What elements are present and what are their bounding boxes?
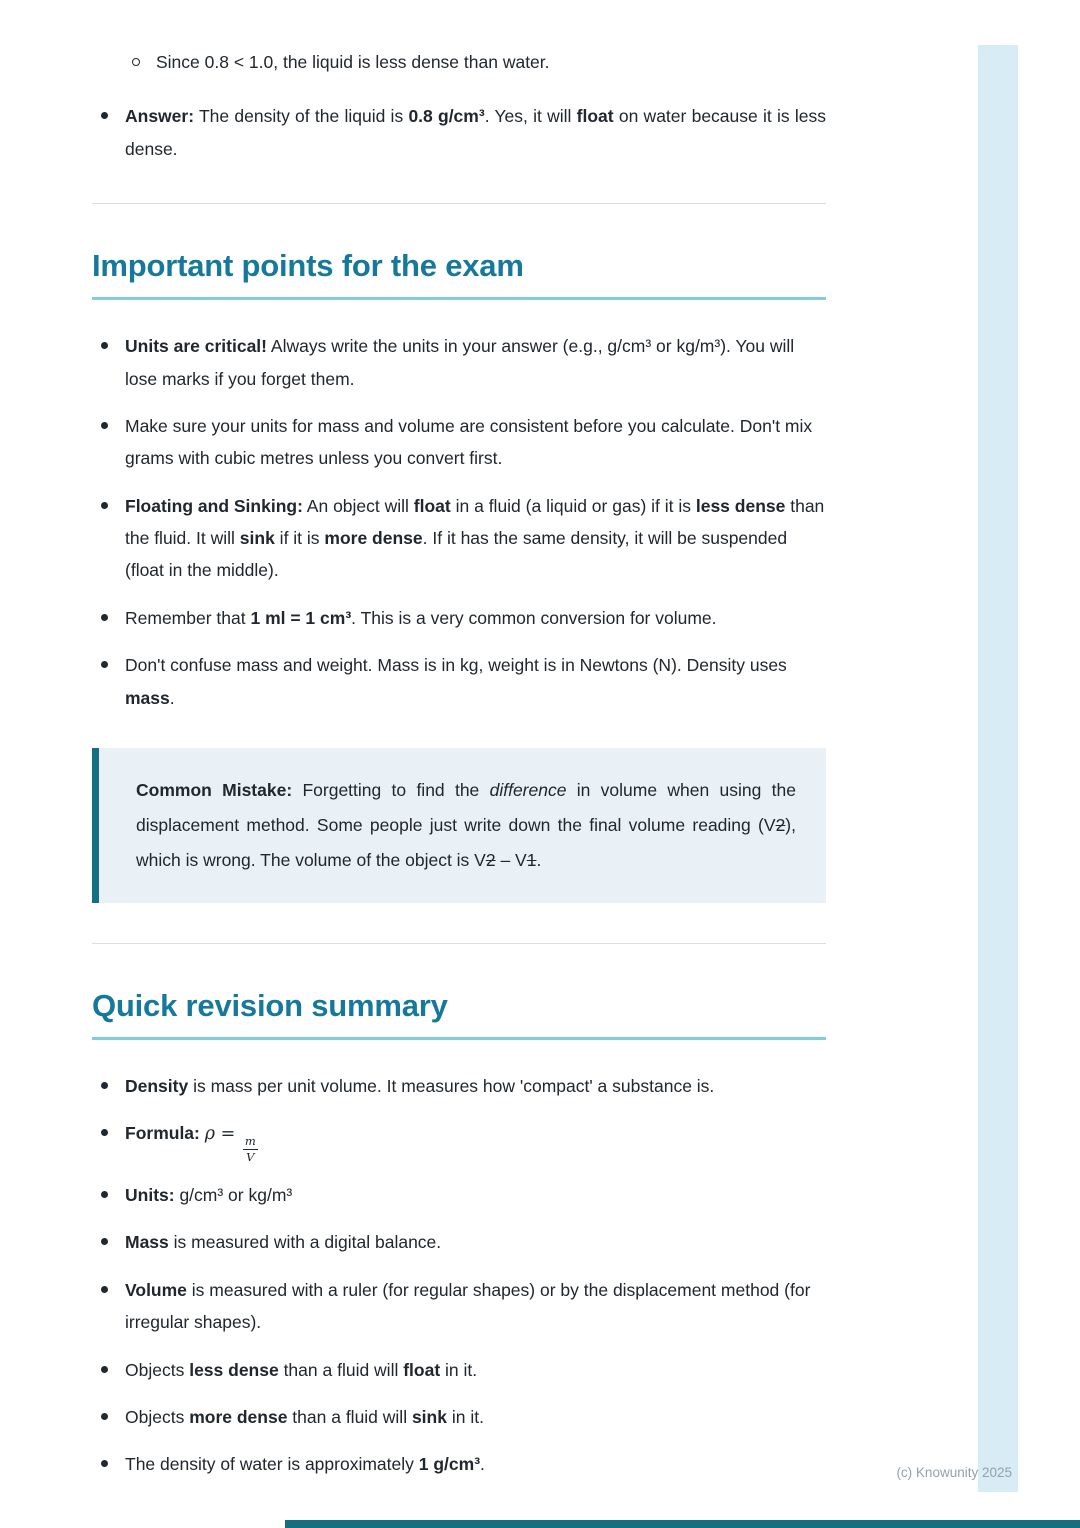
list-item-text (125, 1179, 826, 1211)
text-segment: g/cm³ or kg/m³ (174, 1185, 293, 1205)
list-item (92, 1274, 826, 1339)
fraction (243, 1134, 258, 1164)
text-segment: 1 (526, 849, 537, 870)
text-segment: in it. (446, 1406, 484, 1427)
list-item-text (125, 1354, 826, 1386)
bullet-icon (101, 1129, 108, 1136)
text-segment: Remember that (125, 607, 251, 628)
text-segment: than a fluid will (278, 1359, 404, 1380)
text-segment: The density of water is approximately (125, 1454, 419, 1475)
bullet-icon (101, 502, 108, 509)
bullet-icon (101, 112, 108, 119)
divider (92, 943, 826, 944)
text-segment: . (480, 1454, 485, 1475)
text-segment: in volume when using the displacement method. Some people just write down the final volume reading (V (136, 779, 796, 835)
bullet-icon (101, 1366, 108, 1373)
bullet-icon (101, 1238, 108, 1245)
list-item (92, 100, 826, 165)
list-item (92, 1354, 826, 1386)
bullet-icon (101, 1286, 108, 1293)
right-accent-band (978, 45, 1018, 1492)
callout-text (136, 773, 796, 878)
text-segment: Always write the units in your answer (e.g., g/cm³ or kg/m³). You will lose marks if you forget them. (125, 336, 795, 389)
text-segment: on water because it is less dense. (125, 106, 826, 159)
bullet-icon (101, 1082, 108, 1089)
text-segment: Density (125, 1075, 189, 1096)
bullet-icon (101, 1191, 108, 1198)
list-item-text (125, 410, 826, 475)
text-segment: . This is a very common conversion for volume. (351, 607, 717, 628)
text-segment: 1 ml = 1 cm³ (250, 607, 352, 628)
text-segment: Units are critical! (125, 336, 267, 357)
text-segment: Don't confuse mass and weight. Mass is in kg, weight is in Newtons (N). Density uses (125, 655, 787, 676)
revision-summary-list (92, 1070, 826, 1481)
bullet-icon (101, 614, 108, 621)
heading-underline (92, 1037, 826, 1040)
answer-list (92, 46, 826, 165)
list-item-text (125, 1401, 826, 1433)
exam-points-list (92, 330, 826, 714)
list-item-text (125, 1274, 826, 1339)
text-segment: more dense (189, 1406, 288, 1427)
text-segment: ), which is wrong. The volume of the object is V (136, 814, 796, 870)
page-content (92, 0, 826, 1481)
text-segment: Objects (125, 1406, 190, 1427)
text-segment: less dense (695, 495, 786, 516)
text-segment: 2 (485, 849, 496, 870)
list-item-text (125, 330, 826, 395)
text-segment: sink (239, 528, 275, 548)
text-segment: . Yes, it will (484, 106, 577, 127)
list-item (92, 1448, 826, 1480)
section-title-quick-revision: Quick revision summary (92, 987, 448, 1023)
list-item (92, 330, 826, 395)
bullet-icon (101, 1460, 108, 1467)
list-item (92, 490, 826, 587)
text-segment: than the fluid. It will (125, 495, 825, 548)
list-item-text (125, 649, 826, 714)
text-segment: more dense (324, 528, 423, 548)
text-segment: less dense (189, 1359, 279, 1380)
list-item (92, 1179, 826, 1211)
list-item-text (125, 490, 826, 587)
text-segment: The density of the liquid is (194, 106, 409, 127)
text-segment: Mass (125, 1232, 169, 1253)
list-item (92, 602, 826, 634)
list-item-text (125, 1226, 826, 1258)
bullet-icon (101, 1413, 108, 1420)
list-item (92, 649, 826, 714)
list-item-text (125, 602, 826, 634)
text-segment: 2 (775, 814, 786, 835)
list-item-text (156, 46, 826, 78)
text-segment: is measured with a ruler (for regular shapes) or by the displacement method (for irregular shapes). (125, 1279, 811, 1333)
divider (92, 203, 826, 204)
text-segment: Objects (125, 1359, 190, 1380)
text-segment: . (169, 687, 175, 708)
text-segment: in it. (440, 1359, 478, 1380)
text-segment: is measured with a digital balance. (168, 1232, 442, 1253)
text-segment: difference (489, 779, 567, 800)
text-segment: – V (495, 849, 527, 870)
text-segment: sink (411, 1406, 447, 1427)
list-item (123, 46, 826, 78)
heading-underline (92, 297, 826, 300)
text-segment: Formula: (125, 1123, 200, 1144)
section-head-important-points (92, 248, 826, 300)
text-segment: mass (125, 687, 170, 708)
bullet-icon (101, 661, 108, 668)
text-segment: Common Mistake: (136, 779, 293, 800)
section-title-important-points: Important points for the exam (92, 248, 524, 284)
list-item-text (125, 1117, 826, 1164)
bullet-icon (101, 342, 108, 349)
text-segment: is mass per unit volume. It measures how 'compact' a substance is. (188, 1075, 715, 1096)
callout-box (92, 748, 826, 903)
text-segment: 1 g/cm³ (418, 1454, 481, 1475)
text-segment: Since 0.8 < 1.0, the liquid is less dense than water. (156, 52, 550, 72)
bottom-accent-bar (285, 1520, 1080, 1528)
text-segment: if it is (274, 528, 325, 548)
list-item (92, 1226, 826, 1258)
fraction-denominator: V (246, 1149, 255, 1164)
text-segment: . (536, 849, 542, 870)
text-segment: 0.8 g/cm³ (408, 106, 485, 127)
list-item (92, 1401, 826, 1433)
text-segment: Floating and Sinking: (125, 495, 303, 516)
text-segment: ρ = (204, 1124, 241, 1145)
bullet-icon (101, 422, 108, 429)
text-segment: float (403, 1359, 441, 1380)
text-segment: Answer: (125, 106, 195, 127)
fraction-numerator: m (244, 1134, 256, 1149)
list-item (92, 1070, 826, 1102)
section-head-quick-revision (92, 988, 826, 1040)
text-segment: Forgetting to find the (292, 779, 490, 800)
copyright-footer: (c) Knowunity 2025 (896, 1465, 1012, 1480)
list-item-text (125, 100, 826, 165)
list-item-text (125, 1070, 826, 1102)
text-segment: than a fluid will (287, 1406, 412, 1427)
text-segment: An object will (302, 495, 414, 516)
text-segment: Volume (125, 1279, 187, 1300)
list-item (92, 410, 826, 475)
text-segment: float (413, 495, 451, 516)
text-segment: Make sure your units for mass and volume are consistent before you calculate. Don't mix grams with cubic metres unless you convert first. (125, 415, 813, 469)
text-segment: Units: (125, 1185, 175, 1205)
text-segment: . If it has the same density, it will be suspended (float in the middle). (125, 528, 788, 581)
list-item (92, 1117, 826, 1164)
text-segment: float (576, 106, 614, 127)
list-item-text (125, 1448, 826, 1480)
circle-bullet-icon (132, 58, 140, 66)
text-segment: in a fluid (a liquid or gas) if it is (450, 495, 696, 516)
